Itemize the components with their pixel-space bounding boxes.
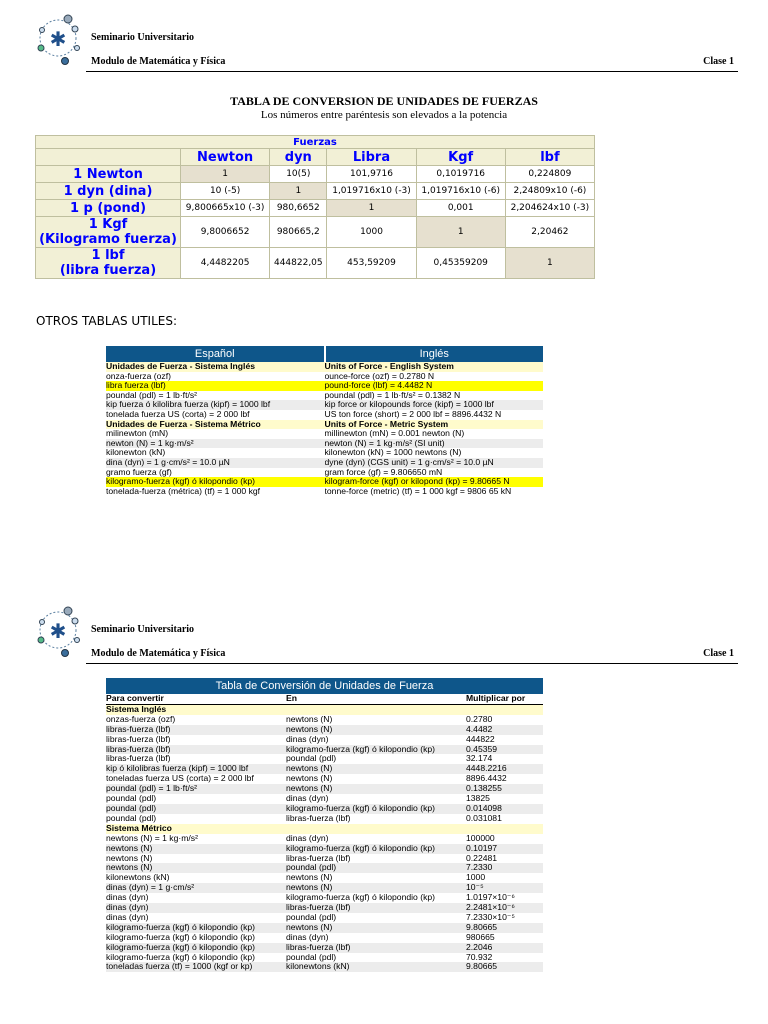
to-unit-cell: newtons (N) <box>286 921 333 932</box>
english-cell: US ton force (short) = 2 000 lbf = 8896.4432 N <box>324 409 502 419</box>
spanish-cell: newton (N) = 1 kg·m/s² <box>106 438 194 448</box>
page-title: TABLA DE CONVERSION DE UNIDADES DE FUERZAS <box>230 94 538 108</box>
from-unit-cell: dinas (dyn) <box>106 902 149 913</box>
conversion-multiplier-table <box>106 678 543 972</box>
institution-name: Seminario Universitario <box>91 32 195 43</box>
english-cell: Units of Force - English System <box>324 362 454 371</box>
to-unit-cell: newtons (N) <box>286 773 333 784</box>
english-cell: kilonewton (kN) = 1000 newtons (N) <box>324 448 462 458</box>
factor-cell: 0.031081 <box>466 812 502 823</box>
english-cell: newton (N) = 1 kg·m/s² (SI unit) <box>324 438 445 448</box>
english-cell: gram force (gf) = 9.806650 mN <box>324 467 443 477</box>
factor-cell: 1000 <box>466 872 486 883</box>
table-cell: 9,8006652 <box>181 217 269 247</box>
table-row <box>106 458 543 468</box>
to-unit-cell: poundal (pdl) <box>286 911 337 922</box>
factor-cell: 0.2780 <box>466 713 493 724</box>
to-unit-cell: newtons (N) <box>286 872 333 883</box>
to-unit-cell: kilogramo-fuerza (kgf) ó kilopondio (kp) <box>286 743 436 754</box>
from-unit-cell: onzas-fuerza (ozf) <box>106 713 176 724</box>
to-unit-cell: dinas (dyn) <box>286 931 329 942</box>
spanish-cell: tonelada-fuerza (métrica) (tf) = 1 000 kgf <box>106 486 261 496</box>
from-unit-cell: kilogramo-fuerza (kgf) ó kilopondio (kp) <box>106 931 256 942</box>
table-row <box>106 391 543 401</box>
to-unit-cell: libras-fuerza (lbf) <box>286 902 351 913</box>
factor-cell: 7.2330×10⁻⁵ <box>466 911 515 922</box>
spanish-cell: kilonewton (kN) <box>106 448 166 458</box>
factor-cell: 100000 <box>466 832 495 843</box>
table-cell: 4,4482205 <box>181 248 269 278</box>
from-unit-cell: kip ó kilolibras fuerza (kipf) = 1000 lbf <box>106 763 249 774</box>
from-unit-cell: poundal (pdl) = 1 lb·ft/s² <box>106 783 197 794</box>
table-cell: 1,019716x10 (-6) <box>417 183 505 199</box>
english-cell: Units of Force - Metric System <box>324 419 449 429</box>
table-cell: 10 (-5) <box>181 183 269 199</box>
table-cell: 9,800665x10 (-3) <box>181 200 269 216</box>
page-header <box>28 12 738 74</box>
factor-cell: 0.22481 <box>466 852 498 863</box>
module-name: Modulo de Matemática y Física <box>91 56 226 67</box>
row-header: 1 p (pond) <box>36 200 180 216</box>
table-cell: 2,204624x10 (-3) <box>506 200 594 216</box>
table-title: Tabla de Conversión de Unidades de Fuerza <box>106 678 543 694</box>
column-header: Kgf <box>417 149 505 165</box>
page-header-2 <box>28 604 738 666</box>
university-logo-icon <box>32 604 84 664</box>
table-cell: 1 <box>270 183 326 199</box>
from-unit-cell: Sistema Inglés <box>106 703 167 714</box>
spanish-cell: gramo fuerza (gf) <box>106 467 172 477</box>
header-divider <box>86 663 738 664</box>
factor-cell: 0.10197 <box>466 842 498 853</box>
english-cell: tonne-force (metric) (tf) = 1 000 kgf = 9806 65 kN <box>324 486 512 496</box>
from-unit-cell: poundal (pdl) <box>106 793 157 804</box>
table-cell: 101,9716 <box>327 166 415 182</box>
university-logo-icon <box>32 12 84 72</box>
table-row <box>106 468 543 478</box>
factor-cell: 0.138255 <box>466 783 502 794</box>
english-cell: dyne (dyn) (CGS unit) = 1 g·cm/s² = 10.0 µN <box>324 457 494 467</box>
table-cell: 453,59209 <box>327 248 415 278</box>
table-row <box>106 844 543 854</box>
table-row <box>106 372 543 382</box>
factor-cell: 13825 <box>466 793 490 804</box>
svg-text:✱: ✱ <box>49 619 67 643</box>
from-unit-cell: poundal (pdl) <box>106 802 157 813</box>
row-header: 1 lbf (libra fuerza) <box>36 248 180 278</box>
table-body <box>106 362 543 496</box>
class-label: Clase 1 <box>703 56 734 67</box>
factor-cell: 4.4482 <box>466 723 493 734</box>
factor-cell: 4448.2216 <box>466 763 507 774</box>
factor-cell: 70.932 <box>466 951 493 962</box>
english-cell: poundal (pdl) = 1 lb·ft/s² = 0.1382 N <box>324 390 461 400</box>
column-header: Español <box>106 346 326 362</box>
table-cell: 10(5) <box>270 166 326 182</box>
row-header: 1 Newton <box>36 166 180 182</box>
table-header-row <box>106 346 543 362</box>
spanish-cell: kilogramo-fuerza (kgf) ó kilopondio (kp) <box>106 477 256 487</box>
table-cell: 2,24809x10 (-6) <box>506 183 594 199</box>
english-cell: pound-force (lbf) = 4.4482 N <box>324 381 433 391</box>
table-row <box>106 439 543 449</box>
from-unit-cell: newtons (N) <box>106 862 153 873</box>
factor-cell: 0.014098 <box>466 802 502 813</box>
factor-cell: 8896.4432 <box>466 773 507 784</box>
from-unit-cell: kilonewtons (kN) <box>106 872 170 883</box>
table-row <box>106 477 543 487</box>
to-unit-cell: poundal (pdl) <box>286 862 337 873</box>
institution-name: Seminario Universitario <box>91 624 195 635</box>
table-row <box>106 448 543 458</box>
force-conversion-table <box>35 135 595 279</box>
table-cell: 0,1019716 <box>417 166 505 182</box>
from-unit-cell: toneladas fuerza US (corta) = 2 000 lbf <box>106 773 254 784</box>
table-row <box>106 429 543 439</box>
from-unit-cell: newtons (N) <box>106 842 153 853</box>
to-unit-cell: kilogramo-fuerza (kgf) ó kilopondio (kp) <box>286 892 436 903</box>
to-unit-cell: libras-fuerza (lbf) <box>286 852 351 863</box>
spanish-cell: poundal (pdl) = 1 lb·ft/s² <box>106 390 197 400</box>
factor-cell: 9.80665 <box>466 961 498 972</box>
table-row <box>106 420 543 430</box>
table-cell: 0,45359209 <box>417 248 505 278</box>
from-unit-cell: kilogramo-fuerza (kgf) ó kilopondio (kp) <box>106 951 256 962</box>
table-row <box>106 400 543 410</box>
table-header-row <box>106 694 543 705</box>
to-unit-cell: kilogramo-fuerza (kgf) ó kilopondio (kp) <box>286 842 436 853</box>
svg-text:✱: ✱ <box>49 27 67 51</box>
to-unit-cell: newtons (N) <box>286 713 333 724</box>
spanish-cell: tonelada fuerza US (corta) = 2 000 lbf <box>106 409 250 419</box>
column-header: Para convertir <box>106 693 164 703</box>
module-name: Modulo de Matemática y Física <box>91 648 226 659</box>
column-header: dyn <box>270 149 326 165</box>
english-cell: millinewton (mN) = 0.001 newton (N) <box>324 429 465 439</box>
table-cell: 1000 <box>327 217 415 247</box>
table-cell: 2,20462 <box>506 217 594 247</box>
to-unit-cell: kilonewtons (kN) <box>286 961 350 972</box>
from-unit-cell: libras-fuerza (lbf) <box>106 723 171 734</box>
from-unit-cell: kilogramo-fuerza (kgf) ó kilopondio (kp) <box>106 921 256 932</box>
from-unit-cell: libras-fuerza (lbf) <box>106 733 171 744</box>
english-cell: ounce-force (ozf) = 0.2780 N <box>324 371 435 381</box>
spanish-cell: onza-fuerza (ozf) <box>106 371 171 381</box>
table-cell: 1 <box>506 248 594 278</box>
column-header: Newton <box>181 149 269 165</box>
column-header: Multiplicar por <box>466 693 526 703</box>
spanish-cell: dina (dyn) = 1 g·cm/s² = 10.0 µN <box>106 457 230 467</box>
column-header: En <box>286 693 297 703</box>
other-tables-heading: OTROS TABLAS UTILES: <box>36 314 178 328</box>
to-unit-cell: dinas (dyn) <box>286 733 329 744</box>
table-cell: 980665,2 <box>270 217 326 247</box>
factor-cell: 7.2330 <box>466 862 493 873</box>
table-body <box>106 705 543 972</box>
from-unit-cell: dinas (dyn) <box>106 911 149 922</box>
spanish-cell: Unidades de Fuerza - Sistema Métrico <box>106 419 261 429</box>
from-unit-cell: Sistema Métrico <box>106 822 172 833</box>
to-unit-cell: dinas (dyn) <box>286 832 329 843</box>
table-caption: Fuerzas <box>36 136 594 148</box>
to-unit-cell: libras-fuerza (lbf) <box>286 812 351 823</box>
spanish-cell: kip fuerza ó kilolibra fuerza (kipf) = 1000 lbf <box>106 400 271 410</box>
row-header: 1 dyn (dina) <box>36 183 180 199</box>
spanish-cell: Unidades de Fuerza - Sistema Inglés <box>106 362 256 371</box>
from-unit-cell: dinas (dyn) = 1 g·cm/s² <box>106 882 195 893</box>
factor-cell: 2.2046 <box>466 941 493 952</box>
english-cell: kilogram-force (kgf) or kilopond (kp) = 9.80665 N <box>324 477 510 487</box>
corner-cell <box>36 149 180 165</box>
to-unit-cell: poundal (pdl) <box>286 753 337 764</box>
to-unit-cell: newtons (N) <box>286 763 333 774</box>
column-header: Inglés <box>419 348 449 360</box>
to-unit-cell: newtons (N) <box>286 783 333 794</box>
to-unit-cell: poundal (pdl) <box>286 951 337 962</box>
from-unit-cell: libras-fuerza (lbf) <box>106 753 171 764</box>
class-label: Clase 1 <box>703 648 734 659</box>
spanish-cell: libra fuerza (lbf) <box>106 381 166 391</box>
factor-cell: 444822 <box>466 733 495 744</box>
factor-cell: 32.174 <box>466 753 493 764</box>
from-unit-cell: kilogramo-fuerza (kgf) ó kilopondio (kp) <box>106 941 256 952</box>
from-unit-cell: poundal (pdl) <box>106 812 157 823</box>
factor-cell: 1.0197×10⁻⁶ <box>466 892 515 903</box>
table-cell: 444822,05 <box>270 248 326 278</box>
from-unit-cell: toneladas fuerza (tf) = 1000 (kgf or kp) <box>106 961 253 972</box>
to-unit-cell: kilogramo-fuerza (kgf) ó kilopondio (kp) <box>286 802 436 813</box>
table-cell: 0,224809 <box>506 166 594 182</box>
factor-cell: 9.80665 <box>466 921 498 932</box>
factor-cell: 0.45359 <box>466 743 498 754</box>
table-cell: 980,6652 <box>270 200 326 216</box>
spanish-cell: milinewton (mN) <box>106 429 169 439</box>
factor-cell: 2.2481×10⁻⁶ <box>466 902 515 913</box>
table-cell: 1,019716x10 (-3) <box>327 183 415 199</box>
page-subtitle: Los números entre paréntesis son elevados a la potencia <box>260 109 508 121</box>
table-row <box>106 410 543 420</box>
table-row <box>106 362 543 372</box>
table-row <box>106 962 543 972</box>
from-unit-cell: libras-fuerza (lbf) <box>106 743 171 754</box>
from-unit-cell: newtons (N) <box>106 852 153 863</box>
factor-cell: 10⁻⁵ <box>466 882 484 893</box>
row-header: 1 Kgf (Kilogramo fuerza) <box>36 217 180 247</box>
english-cell: kip force or kilopounds force (kipf) = 1000 lbf <box>324 400 494 410</box>
page-title-block <box>0 94 768 121</box>
table-cell: 1 <box>181 166 269 182</box>
spanish-english-table <box>106 346 543 496</box>
column-header: lbf <box>506 149 594 165</box>
to-unit-cell: libras-fuerza (lbf) <box>286 941 351 952</box>
to-unit-cell: newtons (N) <box>286 723 333 734</box>
to-unit-cell: newtons (N) <box>286 882 333 893</box>
factor-cell: 980665 <box>466 931 495 942</box>
from-unit-cell: newtons (N) = 1 kg·m/s² <box>106 832 198 843</box>
table-cell: 1 <box>417 217 505 247</box>
table-cell: 1 <box>327 200 415 216</box>
table-row <box>106 381 543 391</box>
from-unit-cell: dinas (dyn) <box>106 892 149 903</box>
table-row <box>106 487 543 497</box>
header-divider <box>86 71 738 72</box>
column-header: Libra <box>327 149 415 165</box>
table-cell: 0,001 <box>417 200 505 216</box>
to-unit-cell: dinas (dyn) <box>286 793 329 804</box>
